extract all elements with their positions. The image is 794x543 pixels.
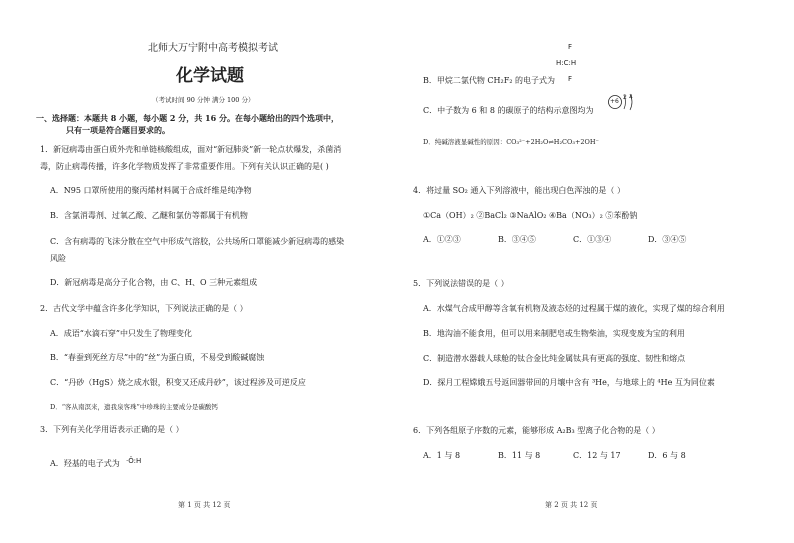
- shell-2-electrons: 4: [629, 94, 633, 101]
- right-page: [397, 0, 794, 543]
- ch2f2-top-f: F: [568, 43, 573, 51]
- q1-option-c: C．含有病毒的飞沫分散在空气中形成气溶胶，公共场所口罩能减少新冠病毒的感染: [50, 237, 345, 246]
- q4-option-b: B．③④⑤: [498, 235, 536, 244]
- q6-stem: 6．下列各组原子序数的元素，能够形成 A₂B₃ 型离子化合物的是（ ）: [413, 426, 660, 435]
- nucleus-charge: +6: [610, 98, 619, 105]
- q4-option-c: C．①③④: [573, 235, 612, 244]
- q3-option-c: C．中子数为 6 和 8 的碳原子的结构示意图均为: [423, 106, 594, 115]
- q1-option-a: A．N95 口罩所使用的聚丙烯材料属于合成纤维是纯净物: [50, 186, 252, 195]
- q2-option-a: A．成语“水滴石穿”中只发生了物理变化: [50, 329, 192, 338]
- q6-option-b: B．11 与 8: [498, 451, 541, 460]
- ch2f2-bottom-f: F: [568, 75, 573, 83]
- q4-option-d: D．③④⑤: [648, 235, 687, 244]
- q6-option-d: D．6 与 8: [648, 451, 686, 460]
- q6-option-c: C．12 与 17: [573, 451, 621, 460]
- q2-stem: 2．古代文学中蕴含许多化学知识，下列说法正确的是（ ）: [40, 304, 248, 313]
- exam-info: （考试时间 90 分钟 满分 100 分）: [152, 96, 255, 104]
- q2-option-b: B．“春蚕到死丝方尽”中的“丝”为蛋白质，不易受到酸碱腐蚀: [50, 353, 265, 362]
- q3-option-b: B．甲烷二氯代物 CH₂F₂ 的电子式为: [423, 76, 556, 85]
- hydroxyl-electron-formula: ·Ö:H: [126, 457, 142, 465]
- q4-stem: 4．将过量 SO₂ 通入下列溶液中，能出现白色浑浊的是（ ）: [413, 186, 625, 195]
- q1-option-c-2: 风险: [50, 254, 66, 263]
- q4-substances: ①Ca（OH）₂ ②BaCl₂ ③NaAlO₂ ④Ba（NO₃）₂ ⑤苯酚钠: [423, 211, 638, 220]
- q5-option-d: D．探月工程嫦娥五号返回器带回的月壤中含有 ³He，与地球上的 ⁴He 互为同位素: [423, 378, 715, 387]
- q5-option-a: A．水煤气合成甲醇等含氧有机物及液态烃的过程属于煤的液化，实现了煤的综合利用: [423, 304, 725, 313]
- ch2f2-middle: H:C:H: [556, 59, 577, 67]
- q3-option-a: A．羟基的电子式为: [50, 459, 120, 468]
- q4-option-a: A．①②③: [423, 235, 461, 244]
- q2-option-c: C．“丹砂（HgS）烧之成水银，积变又还成丹砂”，该过程涉及可逆反应: [50, 378, 306, 387]
- q5-stem: 5．下列说法错误的是（ ）: [413, 279, 509, 288]
- page-footer-2: 第 2 页 共 12 页: [545, 501, 598, 509]
- q6-option-a: A．1 与 8: [423, 451, 461, 460]
- q1-option-d: D．新冠病毒是高分子化合物，由 C、H、O 三种元素组成: [50, 278, 258, 287]
- q1-stem-2: 毒，防止病毒传播，许多化学物质发挥了非常重要作用。下列有关认识正确的是( ): [40, 162, 329, 171]
- section-heading-2: 只有一项是符合题目要求的。: [66, 125, 170, 135]
- shell-1-electrons: 2: [623, 94, 627, 101]
- school-name: 北师大万宁附中高考模拟考试: [148, 43, 278, 54]
- q5-option-c: C．制造潜水器载人球舱的钛合金比纯金属钛具有更高的强度、韧性和熔点: [423, 354, 686, 363]
- q3-stem: 3．下列有关化学用语表示正确的是（ ）: [40, 425, 184, 434]
- q2-option-d: D．“客从南溟来，遗我泉客珠”中珍珠的主要成分是碳酸钙: [50, 403, 218, 411]
- page-footer: 第 1 页 共 12 页: [178, 501, 231, 509]
- q1-stem: 1．新冠病毒由蛋白质外壳和单链核酸组成，面对“新冠肺炎”新一轮点状爆发，杀菌消: [40, 145, 342, 154]
- page-title: 化学试题: [176, 66, 244, 86]
- section-heading: 一、选择题：本题共 8 小题，每小题 2 分，共 16 分。在每小题给出的四个选项中，: [36, 113, 339, 123]
- q5-option-b: B．地沟油不能食用，但可以用来制肥皂或生物柴油，实现变废为宝的利用: [423, 329, 685, 338]
- q1-option-b: B．含氯消毒剂、过氧乙酸、乙醚和氯仿等都属于有机物: [50, 211, 248, 220]
- q3-option-d: D．纯碱溶液显碱性的原因：CO₃²⁻+2H₂O⇌H₂CO₃+2OH⁻: [423, 138, 599, 146]
